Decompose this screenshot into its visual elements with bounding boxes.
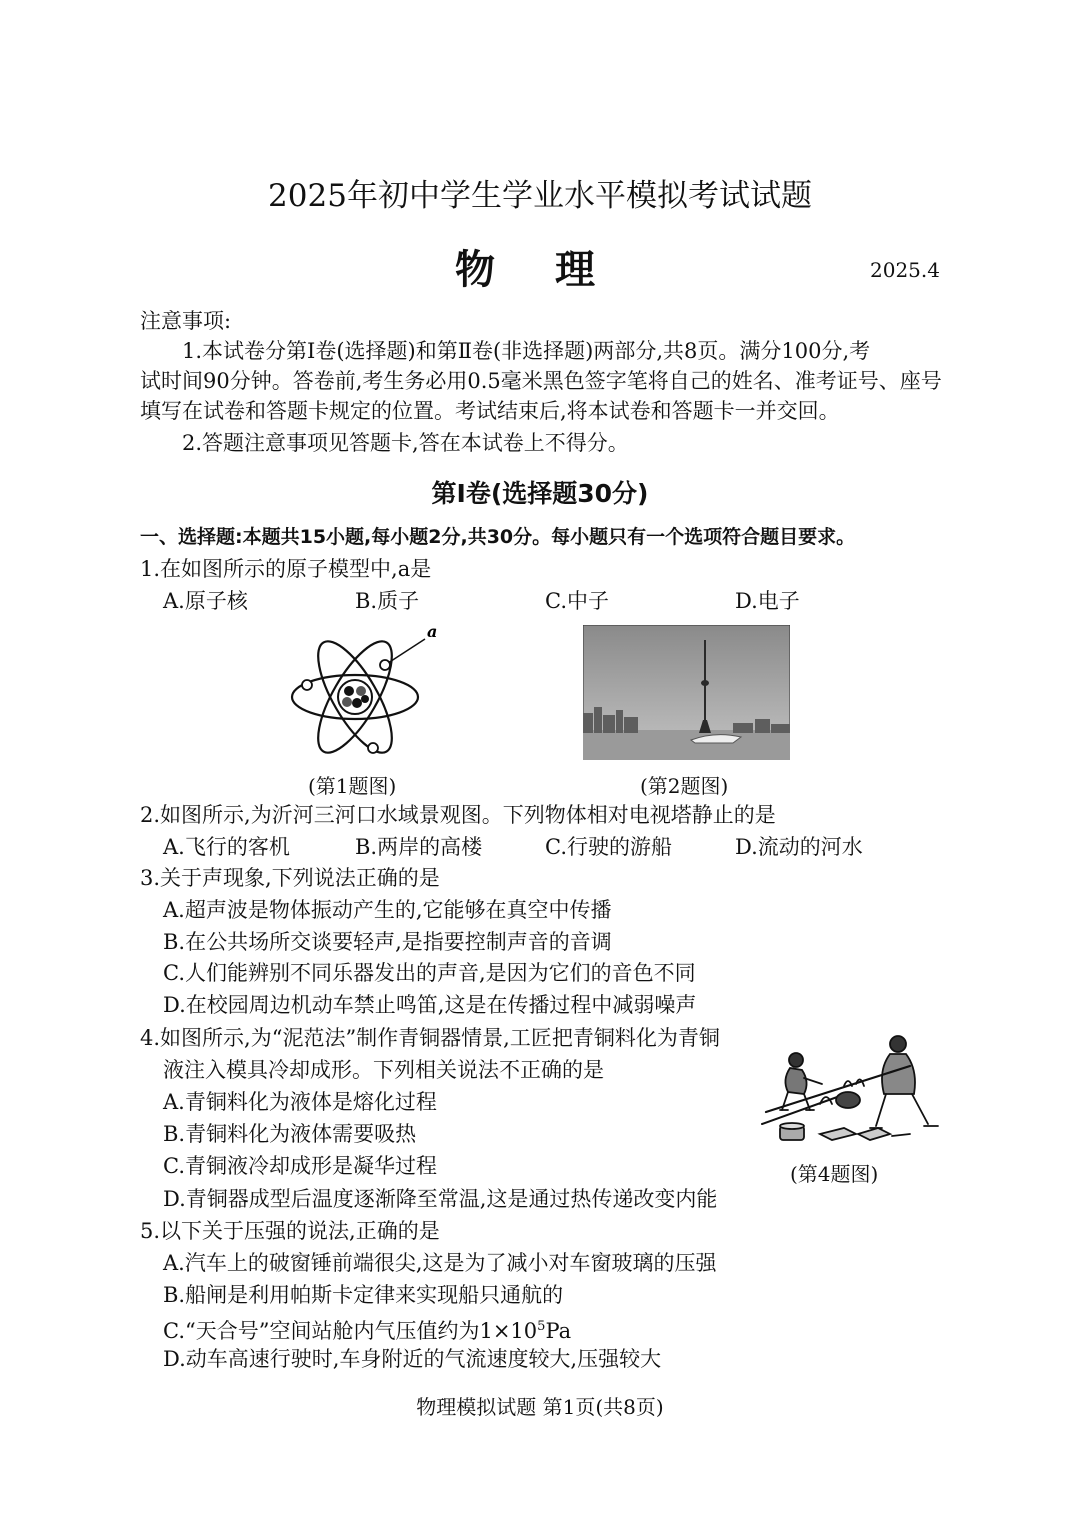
exam-title: 2025年初中学生学业水平模拟考试试题 bbox=[268, 178, 812, 214]
river-tower-photo bbox=[583, 625, 790, 760]
notes-line-1: 1.本试卷分第Ⅰ卷(选择题)和第Ⅱ卷(非选择题)两部分,共8页。满分100分,考 bbox=[182, 339, 871, 363]
q5-option-a: A.汽车上的破窗锤前端很尖,这是为了减小对车窗玻璃的压强 bbox=[163, 1251, 717, 1275]
page-footer: 物理模拟试题 第1页(共8页) bbox=[416, 1395, 664, 1419]
q3-option-a: A.超声波是物体振动产生的,它能够在真空中传播 bbox=[163, 898, 612, 922]
section-title: 第Ⅰ卷(选择题30分) bbox=[431, 479, 649, 508]
q3-option-b: B.在公共场所交谈要轻声,是指要控制声音的音调 bbox=[163, 930, 612, 954]
notes-line-3: 填写在试卷和答题卡规定的位置。考试结束后,将本试卷和答题卡一并交回。 bbox=[140, 399, 840, 423]
q2-option-c: C.行驶的游船 bbox=[545, 835, 672, 859]
q1-option-b: B.质子 bbox=[355, 589, 420, 613]
q5-option-c-text: C.“天合号”空间站舱内气压值约为1×10 bbox=[163, 1319, 538, 1343]
q5-stem: 5.以下关于压强的说法,正确的是 bbox=[140, 1219, 440, 1243]
atom-model-figure bbox=[285, 615, 455, 765]
bronze-casting-figure bbox=[760, 1030, 945, 1148]
q1-option-c: C.中子 bbox=[545, 589, 609, 613]
section-instruction: 一、选择题:本题共15小题,每小题2分,共30分。每小题只有一个选项符合题目要求。 bbox=[140, 526, 856, 548]
q1-stem: 1.在如图所示的原子模型中,a是 bbox=[140, 557, 432, 581]
atom-label-a: a bbox=[427, 622, 438, 641]
q4-option-d: D.青铜器成型后温度逐渐降至常温,这是通过热传递改变内能 bbox=[163, 1187, 718, 1211]
q3-option-c: C.人们能辨别不同乐器发出的声音,是因为它们的音色不同 bbox=[163, 961, 696, 985]
q2-option-d: D.流动的河水 bbox=[735, 835, 863, 859]
q5-option-c-unit: Pa bbox=[545, 1319, 572, 1343]
q1-option-a: A.原子核 bbox=[163, 589, 248, 613]
q4-stem-line-2: 液注入模具冷却成形。下列相关说法不正确的是 bbox=[163, 1058, 604, 1082]
exam-date: 2025.4 bbox=[870, 258, 940, 282]
q3-stem: 3.关于声现象,下列说法正确的是 bbox=[140, 866, 440, 890]
q5-option-c bbox=[163, 1313, 571, 1345]
q2-stem: 2.如图所示,为沂河三河口水域景观图。下列物体相对电视塔静止的是 bbox=[140, 803, 776, 827]
subject-title: 物理 bbox=[455, 247, 655, 293]
q4-stem-line-1: 4.如图所示,为“泥范法”制作青铜器情景,工匠把青铜料化为青铜 bbox=[140, 1026, 720, 1050]
q3-option-d: D.在校园周边机动车禁止鸣笛,这是在传播过程中减弱噪声 bbox=[163, 993, 697, 1017]
q2-caption: (第2题图) bbox=[640, 774, 729, 798]
q4-option-b: B.青铜料化为液体需要吸热 bbox=[163, 1122, 417, 1146]
q1-caption: (第1题图) bbox=[308, 774, 397, 798]
notes-heading: 注意事项: bbox=[140, 309, 232, 333]
notes-line-4: 2.答题注意事项见答题卡,答在本试卷上不得分。 bbox=[182, 431, 629, 455]
q4-caption: (第4题图) bbox=[790, 1162, 879, 1186]
q5-option-c-exponent: 5 bbox=[537, 1319, 546, 1334]
q5-option-b: B.船闸是利用帕斯卡定律来实现船只通航的 bbox=[163, 1283, 564, 1307]
q4-option-c: C.青铜液冷却成形是凝华过程 bbox=[163, 1154, 437, 1178]
q1-option-d: D.电子 bbox=[735, 589, 800, 613]
q4-option-a: A.青铜料化为液体是熔化过程 bbox=[163, 1090, 437, 1114]
notes-line-2: 试时间90分钟。答卷前,考生务必用0.5毫米黑色签字笔将自己的姓名、准考证号、座号 bbox=[140, 369, 942, 393]
q2-option-b: B.两岸的高楼 bbox=[355, 835, 483, 859]
q2-option-a: A.飞行的客机 bbox=[163, 835, 290, 859]
q5-option-d: D.动车高速行驶时,车身附近的气流速度较大,压强较大 bbox=[163, 1347, 662, 1371]
